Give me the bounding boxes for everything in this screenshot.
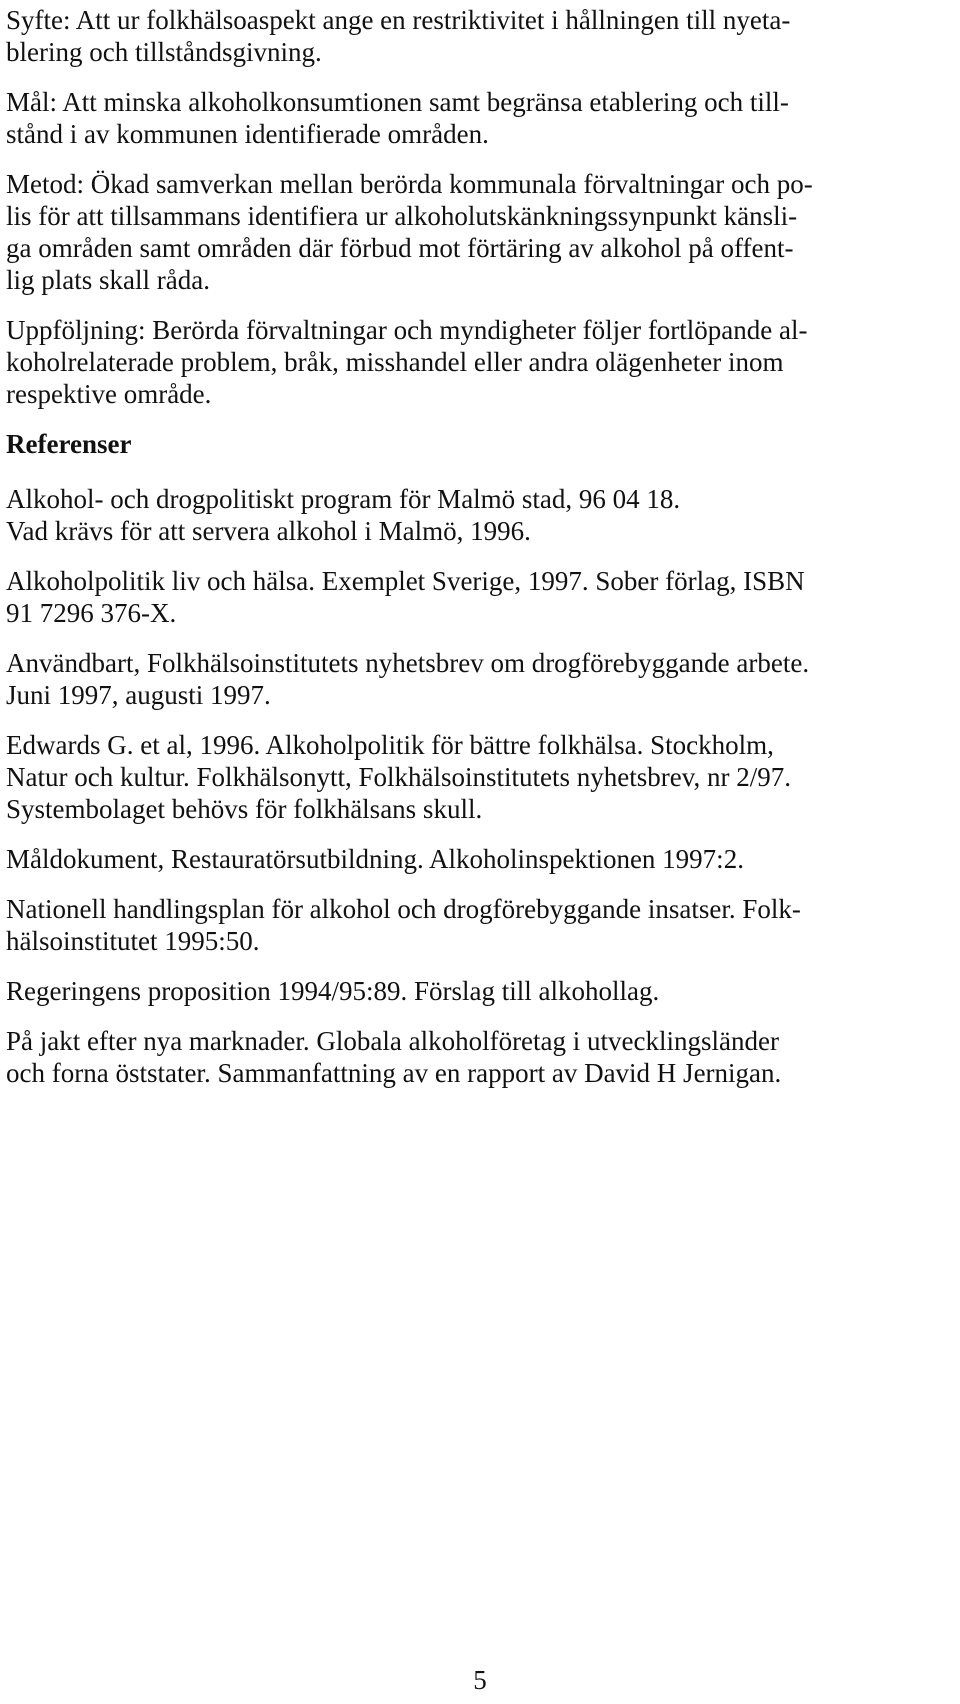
document-page (6, 0, 931, 1089)
reference-entry (6, 1025, 931, 1089)
followup-paragraph (6, 314, 931, 410)
text-line: hälsoinstitutet 1995:50. (6, 926, 260, 956)
text-line: koholrelaterade problem, bråk, misshandel eller andra olägenheter inom (6, 347, 784, 377)
text-line: blering och tillståndsgivning. (6, 37, 322, 67)
text-line: Regeringens proposition 1994/95:89. Förslag till alkohollag. (6, 976, 660, 1006)
text-line: Juni 1997, augusti 1997. (6, 680, 271, 710)
method-paragraph (6, 168, 931, 296)
text-line: lig plats skall råda. (6, 265, 210, 295)
text-line: På jakt efter nya marknader. Globala alkoholföretag i utvecklingsländer (6, 1026, 779, 1056)
references-heading: Referenser (6, 429, 132, 459)
text-line: Användbart, Folkhälsoinstitutets nyhetsbrev om drogförebyggande arbete. (6, 648, 810, 678)
text-line: stånd i av kommunen identifierade områden. (6, 119, 489, 149)
text-line: Måldokument, Restauratörsutbildning. Alkoholinspektionen 1997:2. (6, 844, 744, 874)
text-line: Uppföljning: Berörda förvaltningar och myndigheter följer fortlöpande al- (6, 315, 808, 345)
reference-entry (6, 975, 931, 1007)
text-line: Metod: Ökad samverkan mellan berörda kommunala förvaltningar och po- (6, 169, 813, 199)
text-line: Alkohol- och drogpolitiskt program för Malmö stad, 96 04 18. (6, 484, 681, 514)
text-line: lis för att tillsammans identifiera ur alkoholutskänkningssynpunkt känsli- (6, 201, 798, 231)
text-line: Nationell handlingsplan för alkohol och drogförebyggande insatser. Folk- (6, 894, 801, 924)
purpose-paragraph (6, 4, 931, 68)
reference-entry (6, 843, 931, 875)
text-line: Alkoholpolitik liv och hälsa. Exemplet Sverige, 1997. Sober förlag, ISBN (6, 566, 805, 596)
text-line: Mål: Att minska alkoholkonsumtionen samt begränsa etablering och till- (6, 87, 789, 117)
text-line: Edwards G. et al, 1996. Alkoholpolitik för bättre folkhälsa. Stockholm, (6, 730, 774, 760)
text-line: Systembolaget behövs för folkhälsans skull. (6, 794, 483, 824)
reference-entry (6, 647, 931, 711)
reference-entry (6, 893, 931, 957)
reference-entry (6, 565, 931, 629)
text-line: 91 7296 376-X. (6, 598, 177, 628)
text-line: och forna öststater. Sammanfattning av en rapport av David H Jernigan. (6, 1058, 782, 1088)
text-line: respektive område. (6, 379, 212, 409)
page-number: 5 (473, 1665, 487, 1695)
goal-paragraph (6, 86, 931, 150)
text-line: Syfte: Att ur folkhälsoaspekt ange en restriktivitet i hållningen till nyeta- (6, 5, 791, 35)
reference-entry (6, 729, 931, 825)
text-line: Vad krävs för att servera alkohol i Malmö, 1996. (6, 516, 531, 546)
reference-entry (6, 483, 931, 547)
text-line: Natur och kultur. Folkhälsonytt, Folkhälsoinstitutets nyhetsbrev, nr 2/97. (6, 762, 791, 792)
text-line: ga områden samt områden där förbud mot förtäring av alkohol på offent- (6, 233, 794, 263)
